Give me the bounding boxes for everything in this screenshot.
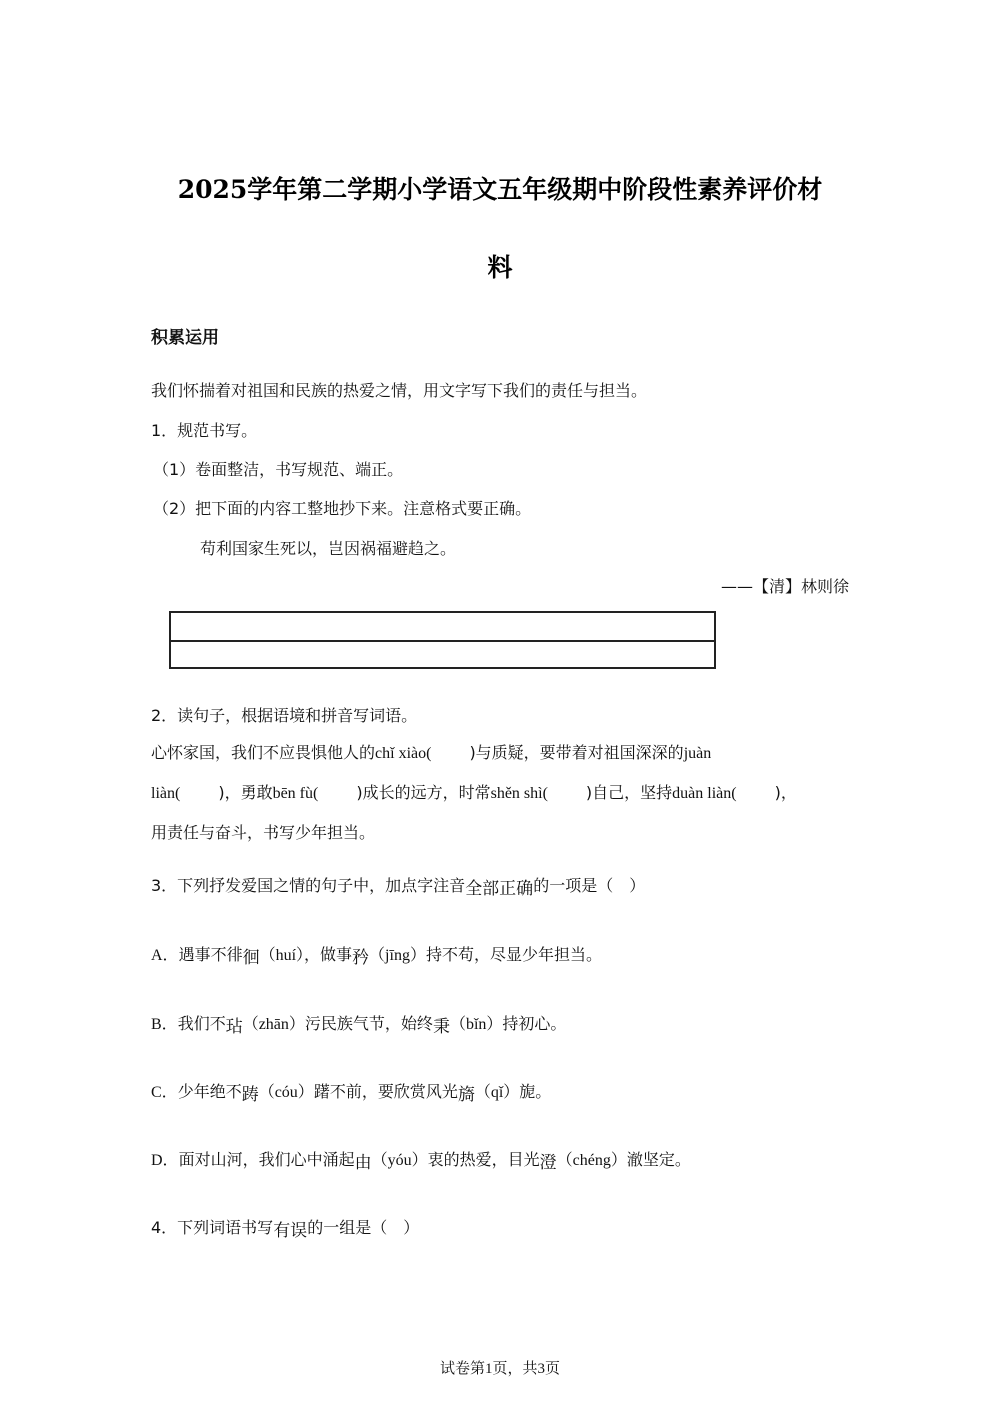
option-text: 遇事不徘: [178, 945, 243, 964]
pinyin: duàn liàn(: [672, 785, 737, 802]
pinyin: juàn: [683, 745, 712, 762]
pinyin: （cóu）: [258, 1084, 314, 1101]
document-title-continued: 料: [487, 253, 513, 282]
q4-stem-text: 的一组是（ ）: [307, 1218, 420, 1237]
q2-stem: 2．读句子，根据语境和拼音写词语。: [151, 706, 418, 725]
option-text: 澈坚定。: [626, 1150, 691, 1169]
q2-line1: [151, 740, 711, 763]
intro-text: 我们怀揣着对祖国和民族的热爱之情，用文字写下我们的责任与担当。: [151, 381, 648, 400]
q3-option-b[interactable]: [151, 1009, 567, 1037]
emphasis-text: 全部正确: [465, 879, 534, 899]
pinyin: liàn(: [151, 785, 181, 802]
option-text: 少年绝不: [177, 1082, 242, 1101]
option-label: A．: [151, 947, 179, 964]
dotted-char: 矜: [352, 948, 370, 968]
pinyin: （qǐ）: [474, 1084, 520, 1101]
option-label: D．: [151, 1152, 179, 1169]
option-text: ，做事: [304, 945, 353, 964]
option-text: 持初心。: [502, 1014, 567, 1033]
q1-sub2: （2）把下面的内容工整地抄下来。注意格式要正确。: [153, 499, 532, 518]
pinyin: （bǐn）: [449, 1016, 503, 1033]
q3-option-d[interactable]: [151, 1145, 691, 1173]
q1-author: ——【清】林则徐: [720, 577, 849, 596]
q2-line3: 用责任与奋斗，书写少年担当。: [151, 823, 376, 842]
writing-box-divider: [171, 640, 714, 642]
option-label: B．: [151, 1016, 178, 1033]
dotted-char: 由: [354, 1153, 372, 1173]
page-footer: 试卷第1页，共3页: [439, 1361, 560, 1377]
q2-text: )成长的远方，时常: [356, 783, 491, 802]
option-label: C．: [151, 1084, 178, 1101]
option-text: 衷的热爱，目光: [427, 1150, 540, 1169]
option-text: 旎。: [519, 1082, 552, 1101]
pinyin: （huí）: [259, 947, 305, 964]
pinyin: （yóu）: [371, 1152, 428, 1169]
writing-box[interactable]: [169, 611, 716, 669]
dotted-char: 澄: [539, 1153, 557, 1173]
emphasis-text: 有误: [273, 1221, 308, 1241]
pinyin: （chéng）: [556, 1152, 627, 1169]
q2-text: )，: [774, 783, 797, 802]
section-heading: 积累运用: [151, 328, 219, 348]
q4-stem-text: 4．下列词语书写: [151, 1218, 274, 1237]
q3-stem: [151, 871, 646, 899]
q2-line2: [151, 780, 797, 803]
q2-text: 心怀家国，我们不应畏惧他人的: [151, 743, 376, 762]
option-text: 面对山河，我们心中涌起: [178, 1150, 355, 1169]
q3-option-a[interactable]: [151, 940, 602, 968]
option-text: 我们不: [177, 1014, 226, 1033]
pinyin: （zhān）: [242, 1016, 305, 1033]
q1-sub1: （1）卷面整洁，书写规范、端正。: [153, 460, 404, 479]
q2-text: )自己，坚持: [585, 783, 673, 802]
pinyin: bēn fù(: [272, 785, 319, 802]
pinyin: （jīng）: [369, 947, 426, 964]
dotted-char: 秉: [432, 1017, 450, 1037]
q1-poem: 苟利国家生死以，岂因祸福避趋之。: [200, 539, 457, 558]
q2-text: )与质疑，要带着对祖国深深的: [469, 743, 684, 762]
q4-stem: [151, 1213, 420, 1241]
dotted-char: 旖: [457, 1085, 475, 1105]
option-text: 持不苟，尽显少年担当。: [425, 945, 602, 964]
q3-option-c[interactable]: [151, 1077, 552, 1105]
q2-text: )，勇敢: [218, 783, 273, 802]
dotted-char: 玷: [225, 1017, 243, 1037]
dotted-char: 徊: [242, 948, 260, 968]
q1-stem: 1．规范书写。: [151, 421, 258, 440]
option-text: 污民族气节，始终: [304, 1014, 433, 1033]
q3-stem-text: 的一项是（ ）: [533, 876, 646, 895]
document-title: 2025学年第二学期小学语文五年级期中阶段性素养评价材: [177, 175, 823, 204]
dotted-char: 踌: [241, 1085, 259, 1105]
pinyin: chǐ xiào(: [375, 745, 432, 762]
q3-stem-text: 3．下列抒发爱国之情的句子中，加点字注音: [151, 876, 466, 895]
option-text: 躇不前，要欣赏风光: [313, 1082, 458, 1101]
pinyin: shěn shì(: [490, 785, 548, 802]
